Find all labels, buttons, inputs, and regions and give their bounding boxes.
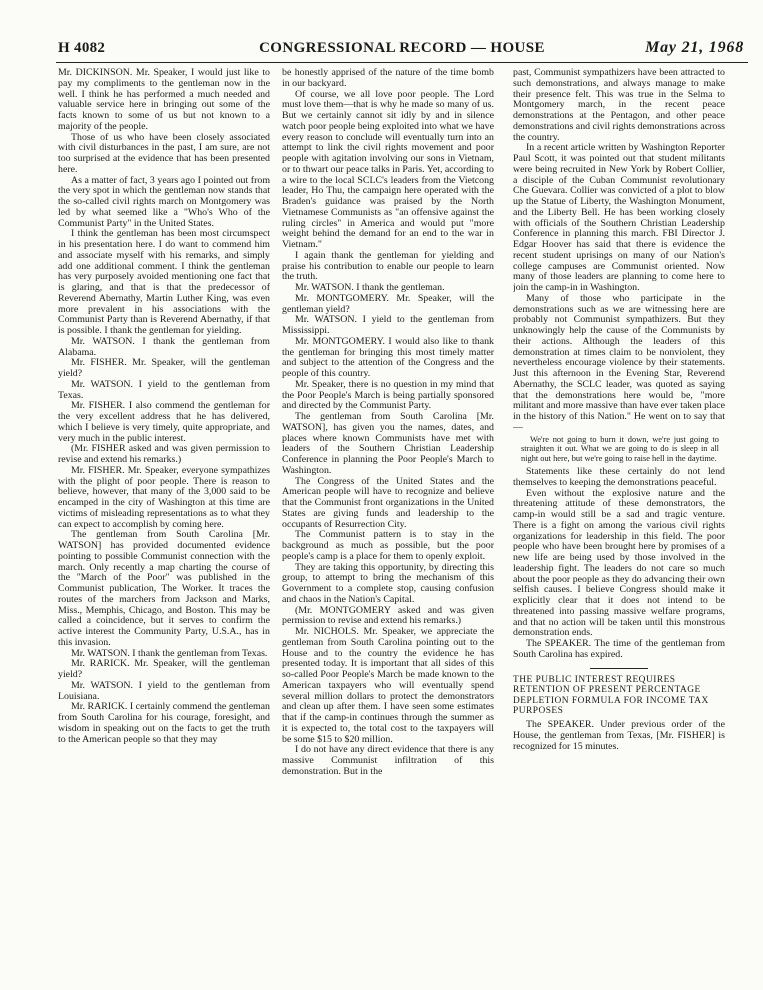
paragraph: Mr. WATSON. I thank the gentleman. xyxy=(295,282,445,293)
paragraph: (Mr. FISHER asked and was given permission to revise and extend his remarks.) xyxy=(58,443,270,465)
paragraph: Mr. RARICK. Mr. Speaker, will the gentleman yield? xyxy=(58,658,270,680)
paragraph: Statements like these certainly do not lend themselves to keeping the demonstrations peaceful. xyxy=(513,466,725,488)
paragraph: The Communist pattern is to stay in the background as much as possible, but the poor people's camp is a place for them to openly exploit. xyxy=(282,529,494,562)
paragraph: Of course, we all love poor people. The Lord must love them—that is why he made so many of us. But we certainly cannot sit idly by and in silence watch poor people being exploited into what we have every reason to conclude will eventually turn into an attempt to link the civil rights movement and poor people with agitation involving our sons in Vietnam, or to thwart our peace talks in Paris. Yet, according to a wire to the local SCLC's leaders from the Vietcong leader, Ho Thu, the campaign here operated with the Braden's guidance was praised by the North Vietnamese Communists as "an offensive against the ruling circles" in America and would put "more weight behind the demand for an end to the war in Vietnam." xyxy=(282,88,494,250)
paragraph: I think the gentleman has been most circumspect in his presentation here. I do want to commend him and associate myself with his remarks, and simply add one additional comment. I think the gentleman has very purposely avoided mentioning one fact that is glaring, and that is that the predecessor of Reverend Abernathy, Martin Luther King, was even more prevalent in his associations with the Communist Party than is Reverend Abernathy, if that is possible. I thank the gentleman for yielding. xyxy=(58,228,270,336)
section-divider xyxy=(590,668,648,669)
paragraph: Mr. WATSON. I yield to the gentleman from Louisiana. xyxy=(58,679,270,702)
publication-title: CONGRESSIONAL RECORD — HOUSE xyxy=(259,40,545,56)
text-column-3 xyxy=(513,68,725,978)
section-heading: THE PUBLIC INTEREST REQUIRES RETENTION OF PRESENT PERCENTAGE DEPLETION FORMULA FOR INCOME TAX PURPOSES xyxy=(513,674,709,716)
paragraph: The SPEAKER. Under previous order of the House, the gentleman from Texas, [Mr. FISHER] is recognized for 15 minutes. xyxy=(513,719,725,752)
paragraph: Mr. MONTGOMERY. Mr. Speaker, will the gentleman yield? xyxy=(282,292,494,315)
issue-date: May 21, 1968 xyxy=(645,39,744,56)
paragraph: The gentleman from South Carolina [Mr. WATSON], has given you the names, dates, and places where known Communists have met with leaders of the Southern Christian Leadership Conference in planning the Poor People's March to Washington. xyxy=(282,411,494,476)
block-quote: We're not going to burn it down, we're just going to straighten it out. What we are going to do is sleep in all night out here, but we're going to raise hell in the daytime. xyxy=(521,434,719,464)
paragraph: Mr. MONTGOMERY. I would also like to thank the gentleman for bringing this most timely matter and subject to the attention of the Congress and the people of this country. xyxy=(282,335,494,379)
paragraph: Mr. FISHER. Mr. Speaker, everyone sympathizes with the plight of poor people. There is reason to believe, however, that many of the 3,000 said to be encamped in the city of Washington at this time are victims of misleading representations as to what they can expect to accomplish by coming here. xyxy=(58,464,270,530)
text-column-2 xyxy=(282,68,494,978)
paragraph: Mr. WATSON. I yield to the gentleman from Mississippi. xyxy=(282,314,494,336)
paragraph: Those of us who have been closely associated with civil disturbances in the past, I am sure, are not too surprised at the evidence that has been presented here. xyxy=(58,131,270,175)
paragraph: Mr. DICKINSON. Mr. Speaker, I would just like to pay my compliments to the gentleman now in the well. I think he has performed a much needed and valuable service here in bringing out some of the facts known to some of us but not known to a majority of the people. xyxy=(58,68,270,132)
paragraph: Even without the explosive nature and the threatening attitude of these demonstrators, the camp-in would still be a sad and tragic venture. There is a fight on among the various civil rights organizations for leadership in this field. The poor people who have been brought here by promises of a new life are being used by those involved in the leadership fight. The leaders do not care so much about the poor people as they do advancing their own selfish causes. I believe Congress should make it explicitly clear that it does not intend to be threatened into passing massive welfare programs, and that no action will be taken until this monstrous demonstration ends. xyxy=(513,487,725,639)
paragraph: I again thank the gentleman for yielding and praise his contribution to enable our people to learn the truth. xyxy=(282,249,494,283)
paragraph: The gentleman from South Carolina [Mr. WATSON] has provided documented evidence pointing to possible Communist connection with the march. Only recently a map charting the course of the "March of the Poor" was published in the Communist publication, The Worker. It traces the routes of the marchers from Jackson and Marks, Miss., Memphis, Chicago, and Boston. This may be called a coincidence, but it serves to confirm the active interest the Community Party, U.S.A., has in this invasion. xyxy=(58,529,270,648)
page-header xyxy=(52,38,752,62)
paragraph: In a recent article written by Washington Reporter Paul Scott, it was pointed out that student militants were being recruited in New York by Robert Collier, a disciple of the Cuban Communist revolutionary Che Guevara. Collier was convicted of a plot to blow up the Statue of Liberty, the Washington Monument, and the Liberty Bell. He has been working closely with officials of the Southern Christian Leadership Conference in planning this march. FBI Director J. Edgar Hoover has said that there is evidence the recent student uprisings on many of our Nation's college campuses are Communist oriented. Now many of those leaders are planning to come here to join the camp-in in Washington. xyxy=(513,142,725,293)
header-rule xyxy=(56,62,748,63)
text-column-1 xyxy=(58,68,270,978)
paragraph: Mr. Speaker, there is no question in my mind that the Poor People's March is being partially sponsored and directed by the Communist Party. xyxy=(282,378,494,412)
paragraph: Mr. FISHER. Mr. Speaker, will the gentleman yield? xyxy=(58,357,270,379)
page-number: H 4082 xyxy=(58,40,106,56)
paragraph: Mr. WATSON. I thank the gentleman from Texas. xyxy=(71,647,268,659)
paragraph: past, Communist sympathizers have been attracted to such demonstrations, and always manage to make their presence felt. This was true in the Selma to Montgomery march, in the recent peace demonstrations at the Pentagon, and other peace demonstrations and civil rights demonstrations across the country. xyxy=(513,68,725,143)
paragraph: The Congress of the United States and the American people will have to recognize and believe that the Communist front organizations in the United States are giving funds and leadership to the occupants of Resurrection City. xyxy=(282,475,494,530)
paragraph: Mr. FISHER. I also commend the gentleman for the very excellent address that he has delivered, which I believe is very timely, quite appropriate, and very much in the public interest. xyxy=(58,400,270,444)
paragraph: be honestly apprised of the nature of the time bomb in our backyard. xyxy=(282,68,494,89)
paragraph: As a matter of fact, 3 years ago I pointed out from the very spot in which the gentleman now stands that the so-called civil rights march on Montgomery was led by what seemed like a "Who's Who of the Communist Party" in the United States. xyxy=(58,174,270,229)
paragraph: They are taking this opportunity, by directing this group, to attempt to bring the mechanism of this Government to a complete stop, causing confusion and chaos in the Nation's Capital. xyxy=(282,561,494,605)
paragraph: Many of those who participate in the demonstrations such as we are witnessing here are probably not Communist sympathizers. But they unknowingly help the cause of the Communists by their actions. Although the leaders of this demonstration at times claim to be nonviolent, they nevertheless encourage violence by their statements. Just this afternoon in the Evening Star, Reverend Abernathy, the SCLC leader, was quoted as saying that the demonstrations here would be, "more militant and more massive than have ever taken place in the history of this Nation." He went on to say that— xyxy=(513,292,725,433)
paragraph: The SPEAKER. The time of the gentleman from South Carolina has expired. xyxy=(513,638,725,660)
paragraph: (Mr. MONTGOMERY asked and was given permission to revise and extend his remarks.) xyxy=(282,604,494,627)
paragraph: Mr. WATSON. I yield to the gentleman from Texas. xyxy=(58,378,270,401)
paragraph: I do not have any direct evidence that there is any massive Communist infiltration of this demonstration. But in the xyxy=(282,744,494,777)
paragraph: Mr. NICHOLS. Mr. Speaker, we appreciate the gentleman from South Carolina pointing out to the House and to the country the evidence he has presented today. It is important that all sides of this so-called Poor People's March be made known to the American taxpayers who will eventually spend several million dollars to protect the demonstrators and clean up after them. I have seen some estimates that if the camp-in continues through the summer as it is expected to, the total cost to the taxpayers will be some $15 to $20 million. xyxy=(282,626,494,745)
paragraph: Mr. RARICK. I certainly commend the gentleman from South Carolina for his courage, foresight, and wisdom in speaking out on the facts to get the truth to the American people so that they may xyxy=(58,701,270,745)
paragraph: Mr. WATSON. I thank the gentleman from Alabama. xyxy=(58,335,270,358)
